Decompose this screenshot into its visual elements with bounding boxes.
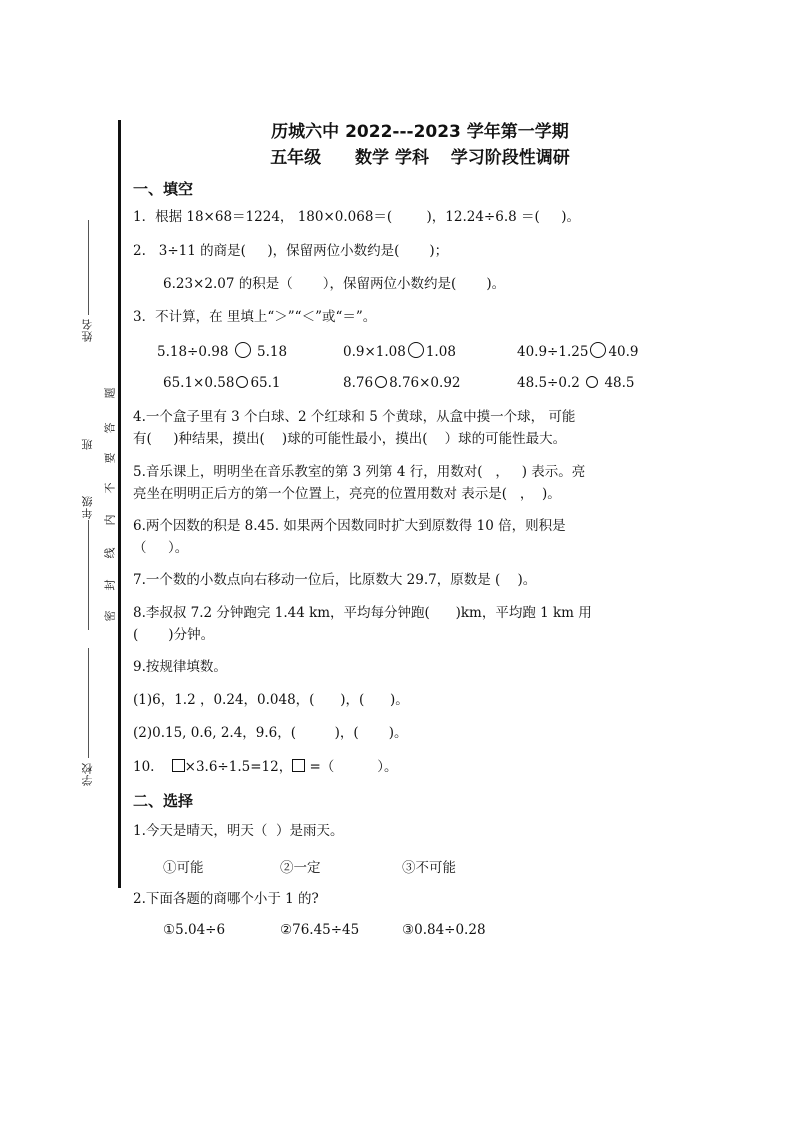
compare-circle[interactable] <box>408 342 424 358</box>
question-6-line-2: （ ）。 <box>133 540 189 556</box>
section-heading-fill: 一、填空 <box>133 180 194 198</box>
class-label: 班 <box>81 438 94 450</box>
exam-title: 历城六中 2022---2023 学年第一学期 <box>271 122 569 142</box>
choice-option[interactable]: ③0.84÷0.28 <box>402 922 486 938</box>
school-underline <box>88 648 89 758</box>
question-4-line-2: 有( )种结果，摸出( )球的可能性最小，摸出( ）球的可能性最大。 <box>133 431 567 447</box>
seal-char: 密 <box>103 610 117 622</box>
seal-char: 题 <box>103 387 117 399</box>
choice-option[interactable]: ②76.45÷45 <box>280 922 360 938</box>
question-8-line-2: ( )分钟。 <box>133 627 215 643</box>
unknown-box <box>292 759 305 772</box>
seal-char: 要 <box>103 452 117 464</box>
grade-label: 年级 <box>81 495 94 519</box>
choice-question-2: 2.下面各题的商哪个小于 1 的? <box>133 891 319 907</box>
choice-question-1: 1.今天是晴天，明天（ ）是雨天。 <box>133 823 344 839</box>
school-label: 学校 <box>81 762 94 786</box>
compare-circle[interactable] <box>236 376 248 388</box>
choice-option[interactable]: ①可能 <box>163 860 204 876</box>
unknown-box <box>172 759 185 772</box>
compare-item: 48.5÷0.2 48.5 <box>517 375 635 391</box>
seal-char: 答 <box>103 422 117 434</box>
compare-item: 65.1×0.58 65.1 <box>163 375 281 391</box>
question-9-1: (1)6，1.2 ，0.24，0.048，( )，( )。 <box>133 692 409 708</box>
question-5-line-1: 5.音乐课上，明明坐在音乐教室的第 3 列第 4 行，用数对( ， ) 表示。亮 <box>133 464 586 480</box>
question-2-line-2: 6.23×2.07 的积是（ ），保留两位小数约是( )。 <box>163 276 506 292</box>
question-10: 10. ×3.6÷1.5=12， =（ ）。 <box>133 759 398 775</box>
seal-char: 封 <box>103 579 117 591</box>
compare-circle[interactable] <box>590 342 606 358</box>
compare-circle[interactable] <box>375 376 387 388</box>
compare-circle[interactable] <box>586 376 598 388</box>
question-2-line-1: 2. 3÷11 的商是( )，保留两位小数约是( )； <box>133 243 449 259</box>
section-heading-choice: 二、选择 <box>133 792 194 810</box>
compare-item: 5.18÷0.98 5.18 <box>157 344 288 360</box>
binding-line <box>118 120 121 888</box>
question-4-line-1: 4.一个盒子里有 3 个白球、2 个红球和 5 个黄球，从盒中摸一个球， 可能 <box>133 409 576 425</box>
name-underline <box>88 220 89 315</box>
compare-item: 8.76 8.76×0.92 <box>343 375 461 391</box>
question-9-2: (2)0.15, 0.6, 2.4，9.6，( )，( )。 <box>133 725 408 741</box>
grade-underline <box>88 520 89 630</box>
choice-option[interactable]: ②一定 <box>280 860 321 876</box>
exam-subtitle <box>140 143 700 168</box>
compare-item: 0.9×1.08 1.08 <box>343 344 456 360</box>
choice-option[interactable]: ③不可能 <box>402 860 456 876</box>
seal-char: 不 <box>103 482 117 494</box>
choice-option[interactable]: ①5.04÷6 <box>163 922 226 938</box>
seal-char: 内 <box>103 514 117 526</box>
question-8-line-1: 8.李叔叔 7.2 分钟跑完 1.44 km，平均每分钟跑( )km，平均跑 1 km 用 <box>133 605 592 621</box>
grade-text: 五年级 <box>270 148 322 168</box>
name-label: 姓名 <box>81 318 94 342</box>
seal-char: 线 <box>103 547 117 559</box>
question-3: 3．不计算，在 里填上“＞”“＜”或“＝”。 <box>133 309 377 325</box>
question-5-line-2: 亮坐在明明正后方的第一个位置上，亮亮的位置用数对 表示是( ， )。 <box>133 486 561 502</box>
subject-text: 数学 学科 <box>355 148 429 168</box>
question-9: 9.按规律填数。 <box>133 659 227 675</box>
exam-type-text: 学习阶段性调研 <box>450 148 570 168</box>
question-7: 7.一个数的小数点向右移动一位后，比原数大 29.7，原数是 ( )。 <box>133 572 537 588</box>
question-6-line-1: 6.两个因数的积是 8.45. 如果两个因数同时扩大到原数得 10 倍，则积是 <box>133 518 566 534</box>
compare-item: 40.9÷1.25 40.9 <box>517 344 639 360</box>
question-1: 1．根据 18×68＝1224， 180×0.068＝( )，12.24÷6.8 ＝( )。 <box>133 209 580 225</box>
compare-circle[interactable] <box>235 342 251 358</box>
